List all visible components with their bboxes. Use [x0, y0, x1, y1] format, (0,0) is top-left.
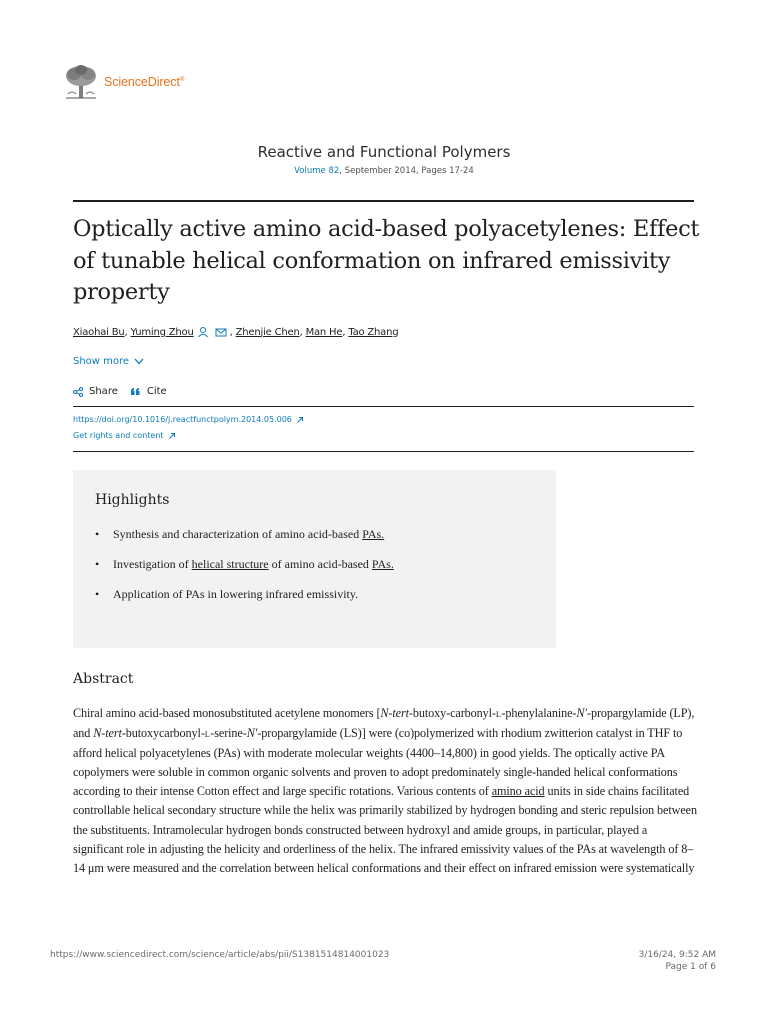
person-icon[interactable] [197, 326, 209, 338]
external-link-icon [296, 416, 304, 424]
highlight-item [95, 527, 394, 557]
highlights-list [95, 527, 394, 617]
highlights-section [73, 470, 556, 648]
helical-structure-link[interactable]: helical structure [191, 557, 269, 571]
cite-button[interactable] [130, 386, 167, 397]
highlight-text: Application of PAs in lowering infrared emissivity. [113, 587, 359, 601]
show-more-label: Show more [73, 356, 130, 367]
author-separator: , [342, 326, 346, 338]
highlight-item [95, 557, 394, 587]
mail-icon[interactable] [215, 326, 227, 338]
highlight-text: Synthesis and characterization of amino acid-based PAs. [113, 527, 385, 541]
volume-details: , September 2014, Pages 17-24 [339, 166, 474, 176]
cite-label: Cite [146, 386, 167, 397]
footer-url: https://www.sciencedirect.com/science/article/abs/pii/S1381514814001023 [50, 950, 390, 960]
share-label: Share [89, 386, 118, 397]
actions-divider [73, 406, 694, 407]
page-number: Page 1 of 6 [665, 962, 716, 972]
article-actions [73, 386, 179, 397]
volume-info [0, 166, 768, 176]
sciencedirect-logo[interactable] [62, 64, 202, 100]
doi-link[interactable] [73, 415, 304, 424]
highlight-item [95, 587, 394, 617]
abstract-text: Chiral amino acid-based monosubstituted acetylene monomers [N-tert-butoxy-carbonyl-L-phenylalanine-N′-propargylamide (LP), and N-tert-butoxycarbonyl-L-serine-N′-propargylamide (LS)] were (co)polymerized with rhodium zwitterion catalyst in THF to afford helical polyacetylenes (PAs) with moderate molecular weights (4400–14,800) in good yields. The optically active PA copolymers were soluble in common organic solvents and proven to adopt predominately single-handed helical conformations according to their intense Cotton effect and large specific rotations. Various contents of amino acid units in side chains facilitated controllable helical secondary structure while the helix was primarily stabilized by hydrogen bonding and steric repulsion between the substituents. Intramolecular hydrogen bonds constructed between hydroxyl and amide groups, in particular, played a significant role in adjusting the helicity and orderliness of the helix. The infrared emissivity values of the PAs at wavelength of 8–14 μm were measured and the correlation between helical conformations and their effect on infrared emission were systematically [73, 706, 697, 875]
author-separator: , [299, 326, 303, 338]
show-more-button[interactable] [73, 356, 144, 367]
author-name[interactable]: Yuming Zhou [130, 326, 194, 338]
highlights-title: Highlights [95, 492, 170, 508]
pas-link[interactable]: PAs. [362, 527, 385, 541]
title-divider [73, 200, 694, 202]
author-separator: , [124, 326, 128, 338]
rights-text: Get rights and content [73, 431, 164, 440]
brand-name: ScienceDirect® [104, 75, 185, 89]
highlight-text: Investigation of helical structure of amino acid-based PAs. [113, 557, 394, 571]
author-separator: , [229, 326, 233, 338]
abstract-title: Abstract [73, 671, 134, 687]
share-icon [73, 387, 83, 397]
amino-acid-link[interactable]: amino acid [491, 784, 545, 799]
quote-icon [130, 387, 141, 396]
chevron-down-icon [134, 358, 144, 365]
doi-text: https://doi.org/10.1016/j.reactfunctpolym.2014.05.006 [73, 415, 292, 424]
elsevier-tree-icon [62, 64, 100, 100]
external-link-icon [168, 432, 176, 440]
article-title: Optically active amino acid-based polyacetylenes: Effect of tunable helical conformation on infrared emissivity property [73, 216, 700, 305]
pas-link[interactable]: PAs. [371, 557, 394, 571]
journal-name[interactable]: Reactive and Functional Polymers [257, 143, 511, 161]
footer-timestamp: 3/16/24, 9:52 AM [638, 950, 716, 960]
bullet: • [95, 587, 100, 601]
author-name[interactable]: Xiaohai Bu [73, 326, 125, 338]
bullet: • [95, 557, 100, 571]
rights-link[interactable] [73, 431, 176, 440]
author-name[interactable]: Zhenjie Chen [235, 326, 300, 338]
bullet: • [95, 527, 100, 541]
volume-link[interactable]: Volume 82 [294, 166, 340, 176]
author-name[interactable]: Tao Zhang [348, 326, 399, 338]
share-button[interactable] [73, 386, 118, 397]
author-list [73, 326, 398, 338]
author-name[interactable]: Man He [305, 326, 343, 338]
doi-divider [73, 451, 694, 452]
